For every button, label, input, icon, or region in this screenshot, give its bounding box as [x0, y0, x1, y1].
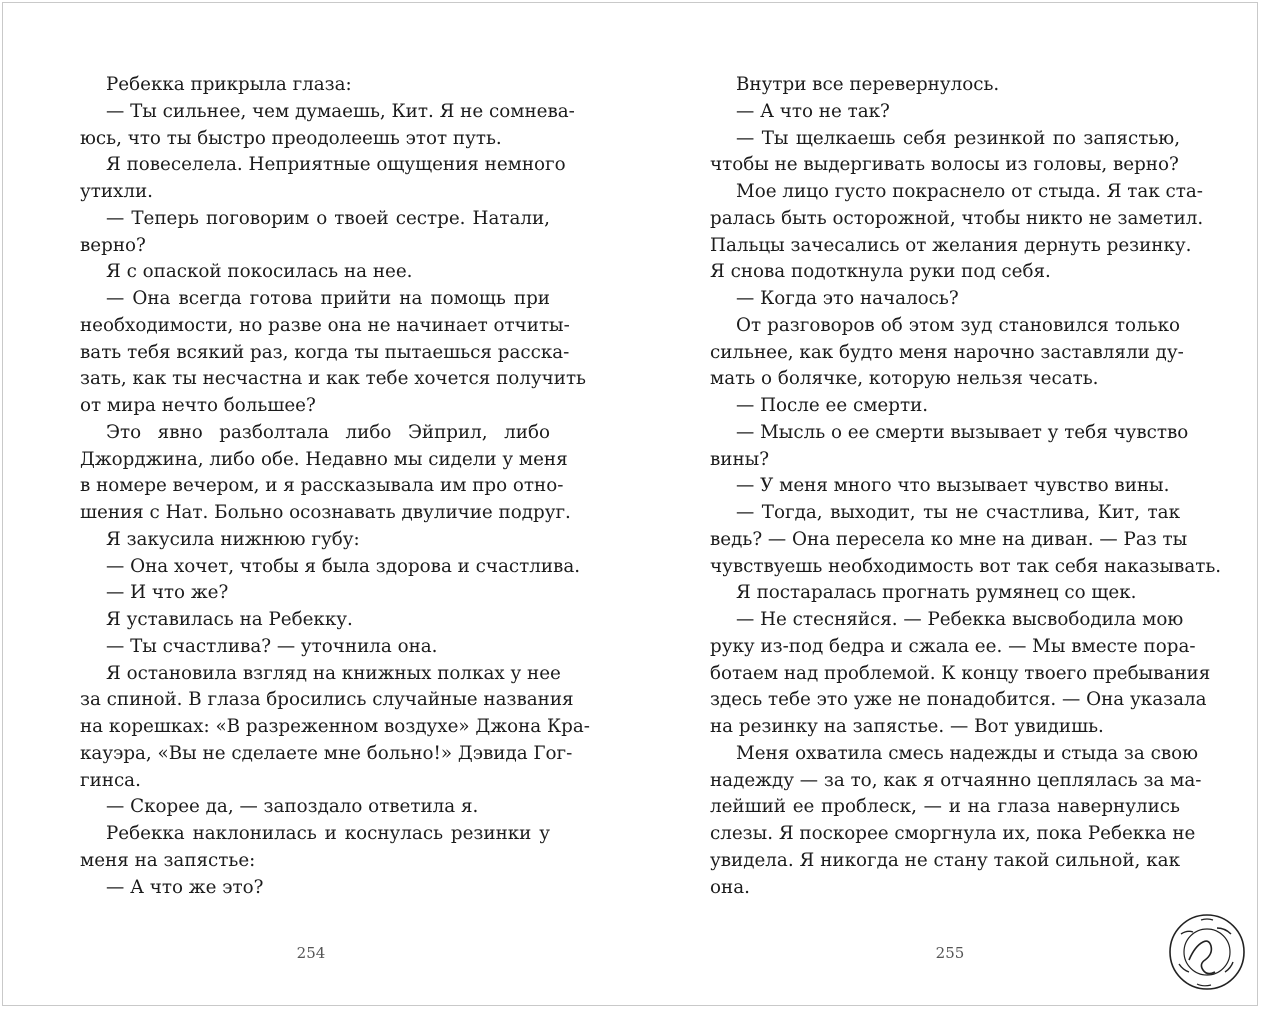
text-line: чувствуешь необходимость вот так себя наказывать. — [710, 555, 1222, 577]
text-line: Ребекка прикрыла глаза: — [106, 74, 352, 95]
text-line: — Ты сильнее, чем думаешь, Кит. Я не сомнева- — [106, 100, 575, 122]
text-line: шения с Нат. Больно осознавать двуличие подруг. — [80, 502, 571, 523]
text-line: за спиной. В глаза бросились случайные названия — [80, 689, 574, 711]
text-line: Я с опаской покосилась на нее. — [106, 261, 413, 283]
text-line: — Мысль о ее смерти вызывает у тебя чувство — [736, 421, 1189, 443]
text-line: — Тогда, выходит, ты не счастлива, Кит, так — [736, 502, 1180, 523]
text-line: юсь, что ты быстро преодолеешь этот путь. — [80, 127, 502, 149]
text-line: меня на запястье: — [80, 849, 256, 871]
text-line: сильнее, как будто меня нарочно заставляли ду- — [710, 341, 1184, 363]
right-page-number: 255 — [935, 944, 965, 962]
text-line: — Она всегда готова прийти на помощь при — [106, 288, 550, 309]
text-line: Это явно разболтала либо Эйприл, либо — [106, 421, 550, 443]
text-line: утихли. — [80, 181, 153, 202]
text-line: Меня охватила смесь надежды и стыда за свою — [736, 742, 1199, 764]
text-line: Я закусила нижнюю губу: — [106, 528, 360, 550]
text-line: Я уставилась на Ребекку. — [106, 609, 353, 630]
text-line: она. — [710, 876, 750, 898]
left-page-number: 254 — [296, 944, 326, 962]
text-line: Мое лицо густо покраснело от стыда. Я так ста- — [736, 181, 1203, 202]
text-line: вины? — [710, 448, 770, 470]
left-page-text — [80, 72, 590, 901]
text-line: зать, как ты несчастна и как тебе хочется получить — [80, 368, 587, 390]
text-line: чтобы не выдергивать волосы из головы, верно? — [710, 154, 1179, 176]
text-line: ботаем над проблемой. К концу твоего пребывания — [710, 662, 1211, 684]
text-line: — У меня много что вызывает чувство вины. — [736, 475, 1170, 497]
text-line: необходимости, но разве она не начинает отчиты- — [80, 314, 570, 336]
text-line: надежду — за то, как я отчаянно цеплялась за ма- — [710, 769, 1202, 791]
text-line: здесь тебе это уже не понадобится. — Она указала — [710, 689, 1207, 711]
text-line: — Когда это началось? — [736, 288, 959, 309]
text-line: в номере вечером, и я рассказывала им про отно- — [80, 475, 564, 497]
text-line: на корешках: «В разреженном воздухе» Джона Кра- — [80, 716, 590, 737]
text-line: — Она хочет, чтобы я была здорова и счастлива. — [106, 555, 581, 577]
text-line: Я постаралась прогнать румянец со щек. — [736, 582, 1137, 604]
text-line: — И что же? — [106, 582, 229, 604]
text-line: Джорджина, либо обе. Недавно мы сидели у меня — [80, 448, 568, 470]
text-line: — А что же это? — [106, 876, 264, 898]
text-line: от мира нечто большее? — [80, 395, 316, 416]
text-line: — После ее смерти. — [736, 395, 929, 416]
right-page-text — [710, 72, 1222, 901]
text-line: ралась быть осторожной, чтобы никто не заметил. — [710, 207, 1204, 229]
text-line: слезы. Я поскорее сморгнула их, пока Ребекка не — [710, 823, 1196, 844]
text-line: гинса. — [80, 769, 141, 791]
circular-seal-icon — [1167, 912, 1247, 992]
text-line: лейший ее проблеск, — и на глаза навернулись — [710, 796, 1180, 818]
text-line: верно? — [80, 234, 146, 256]
text-line: Я остановила взгляд на книжных полках у нее — [106, 662, 561, 684]
text-line: на резинку на запястье. — Вот увидишь. — [710, 716, 1104, 737]
text-line: кауэра, «Вы не сделаете мне больно!» Дэвида Гог- — [80, 742, 573, 764]
text-line: Ребекка наклонилась и коснулась резинки у — [106, 823, 550, 844]
text-line: ведь? — Она пересела ко мне на диван. — Раз ты — [710, 528, 1188, 550]
text-line: — Теперь поговорим о твоей сестре. Натали, — [106, 207, 550, 229]
text-line: — А что не так? — [736, 100, 890, 122]
text-line: — Скорее да, — запоздало ответила я. — [106, 796, 479, 818]
text-line: — Ты щелкаешь себя резинкой по запястью, — [736, 127, 1180, 149]
text-line: мать о болячке, которую нельзя чесать. — [710, 368, 1099, 390]
text-line: вать тебя всякий раз, когда ты пытаешься расска- — [80, 341, 570, 363]
text-line: — Не стесняйся. — Ребекка высвободила мою — [736, 609, 1184, 630]
text-line: руку из-под бедра и сжала ее. — Мы вместе пора- — [710, 635, 1196, 657]
text-line: увидела. Я никогда не стану такой сильной, как — [710, 849, 1180, 871]
text-line: Я снова подоткнула руки под себя. — [710, 261, 1051, 283]
text-line: Внутри все перевернулось. — [736, 74, 1000, 95]
text-line: — Ты счастлива? — уточнила она. — [106, 635, 438, 657]
text-line: Пальцы зачесались от желания дернуть резинку. — [710, 234, 1192, 256]
text-line: От разговоров об этом зуд становился только — [736, 314, 1180, 336]
text-line: Я повеселела. Неприятные ощущения немного — [106, 154, 566, 176]
